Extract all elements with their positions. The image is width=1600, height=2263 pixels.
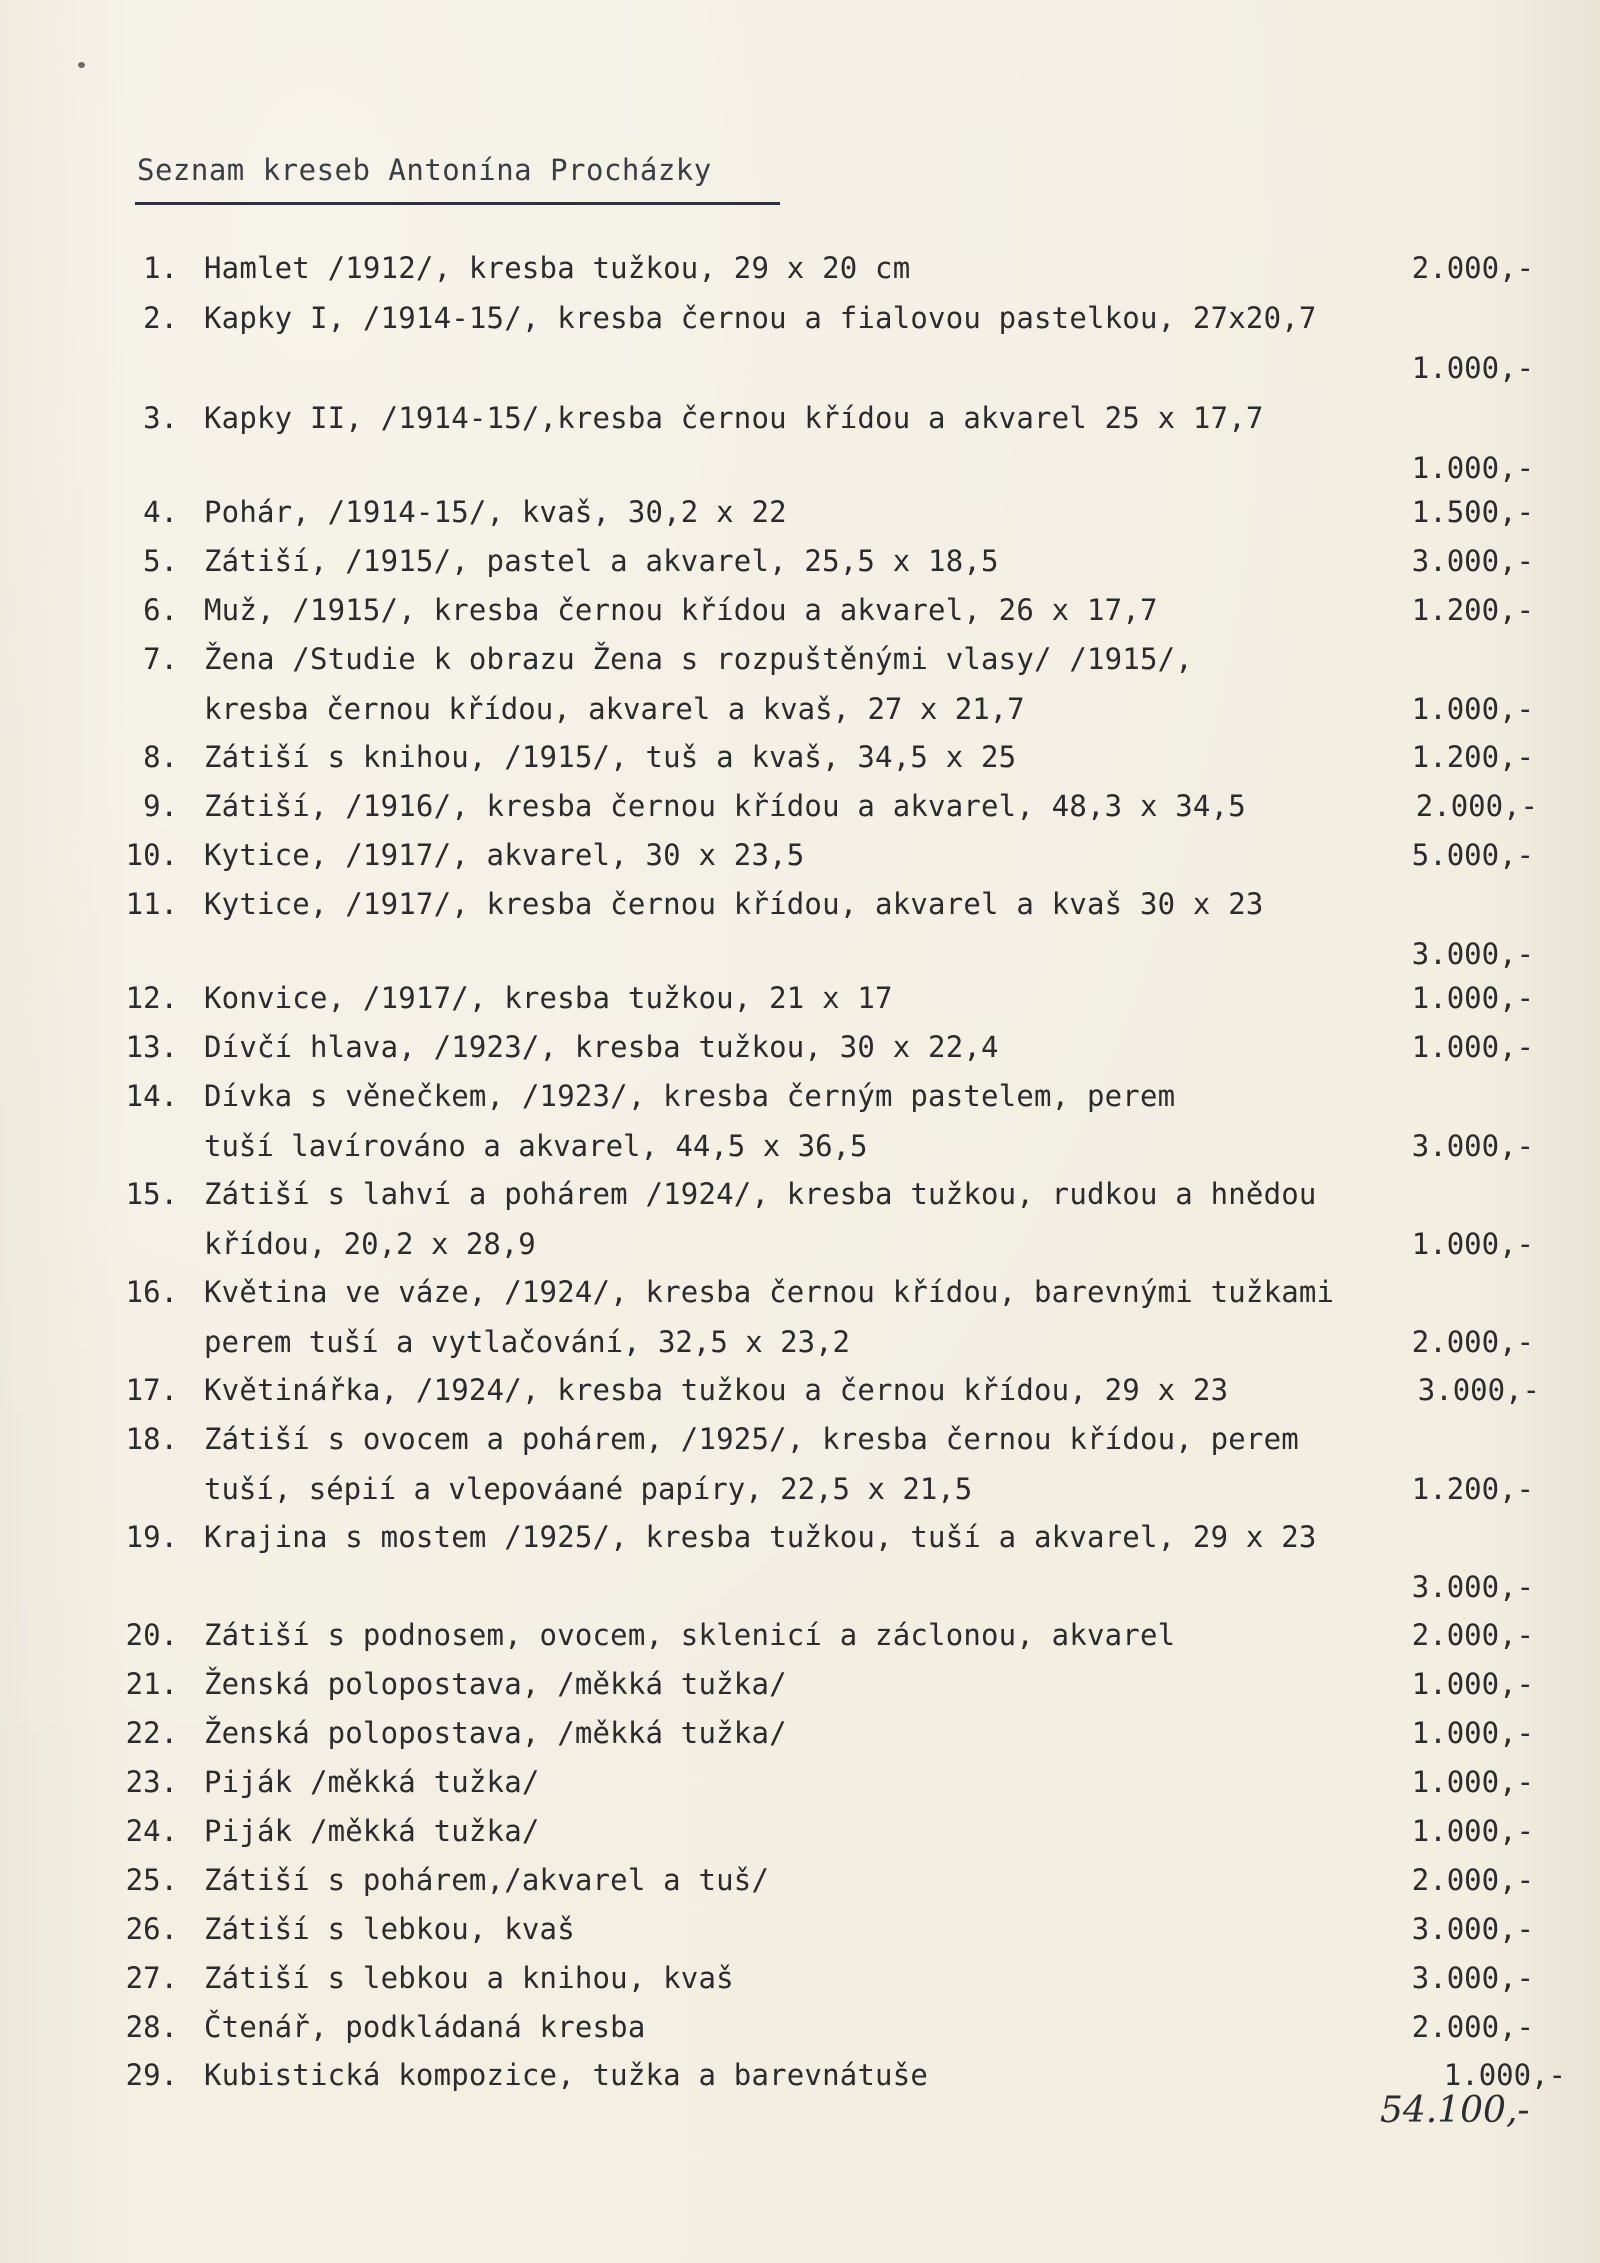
item-price: 1.000,- <box>1411 1765 1534 1799</box>
item-description: Zátiší s pohárem,/akvarel a tuš/ <box>204 1863 770 1897</box>
list-item <box>0 1713 1600 1753</box>
item-description: Ženská polopostava, /měkká tužka/ <box>204 1716 787 1750</box>
handwritten-total: 54.100,- <box>1380 2090 1530 2131</box>
item-description-continued: kresba černou křídou, akvarel a kvaš, 27 x 21,7 <box>204 692 1025 726</box>
item-number: 23. <box>125 1765 178 1799</box>
item-price: 1.200,- <box>1411 1472 1534 1506</box>
item-description: Piják /měkká tužka/ <box>204 1814 540 1848</box>
item-number: 22. <box>125 1716 178 1750</box>
item-price: 2.000,- <box>1411 1863 1534 1897</box>
item-number: 21. <box>125 1667 178 1701</box>
item-description: Dívčí hlava, /1923/, kresba tužkou, 30 x 22,4 <box>204 1030 999 1064</box>
item-price: 3.000,- <box>1417 1373 1540 1407</box>
item-price: 1.000,- <box>1411 451 1534 485</box>
item-number: 2. <box>143 301 178 335</box>
list-item <box>0 1811 1600 1851</box>
list-item <box>0 398 1600 485</box>
document-title: Seznam kreseb Antonína Procházky <box>137 153 712 187</box>
item-price: 1.000,- <box>1411 981 1534 1015</box>
item-number: 18. <box>125 1422 178 1456</box>
item-description: Zátiší s knihou, /1915/, tuš a kvaš, 34,5 x 25 <box>204 740 1017 774</box>
item-price: 1.000,- <box>1411 1814 1534 1848</box>
list-item <box>0 248 1600 288</box>
item-number: 8. <box>143 740 178 774</box>
item-price: 3.000,- <box>1411 1912 1534 1946</box>
item-number: 6. <box>143 593 178 627</box>
item-description: Zátiší s podnosem, ovocem, sklenicí a záclonou, akvarel <box>204 1618 1176 1652</box>
list-item <box>0 1272 1600 1359</box>
item-number: 17. <box>125 1373 178 1407</box>
item-description: Zátiší s lebkou a knihou, kvaš <box>204 1961 734 1995</box>
item-price: 1.500,- <box>1411 495 1534 529</box>
list-item <box>0 1517 1600 1604</box>
list-item <box>0 1027 1600 1067</box>
item-description: Kytice, /1917/, akvarel, 30 x 23,5 <box>204 838 805 872</box>
item-price: 1.000,- <box>1411 1227 1534 1261</box>
list-item <box>0 737 1600 777</box>
list-item <box>0 590 1600 630</box>
item-description: Květinářka, /1924/, kresba tužkou a černou křídou, 29 x 23 <box>204 1373 1229 1407</box>
list-item <box>0 1076 1600 1163</box>
item-description: Krajina s mostem /1925/, kresba tužkou, tuší a akvarel, 29 x 23 <box>204 1520 1317 1554</box>
title-underline <box>135 202 780 205</box>
item-description-continued: tuší, sépií a vlepováané papíry, 22,5 x 21,5 <box>204 1472 973 1506</box>
list-item <box>0 2007 1600 2047</box>
item-price: 2.000,- <box>1411 1325 1534 1359</box>
item-description-continued: tuší lavírováno a akvarel, 44,5 x 36,5 <box>204 1129 868 1163</box>
paper-speck <box>78 62 85 68</box>
item-number: 4. <box>143 495 178 529</box>
item-description: Ženská polopostava, /měkká tužka/ <box>204 1667 787 1701</box>
item-number: 19. <box>125 1520 178 1554</box>
item-number: 26. <box>125 1912 178 1946</box>
item-description: Hamlet /1912/, kresba tužkou, 29 x 20 cm <box>204 251 911 285</box>
item-description: Žena /Studie k obrazu Žena s rozpuštěnými vlasy/ /1915/, <box>204 642 1193 676</box>
item-description: Zátiší s lahví a pohárem /1924/, kresba tužkou, rudkou a hnědou <box>204 1177 1317 1211</box>
item-number: 20. <box>125 1618 178 1652</box>
item-description-continued: křídou, 20,2 x 28,9 <box>204 1227 536 1261</box>
item-price: 2.000,- <box>1411 251 1534 285</box>
item-number: 28. <box>125 2010 178 2044</box>
item-price: 1.000,- <box>1411 351 1534 385</box>
item-number: 5. <box>143 544 178 578</box>
item-description: Čtenář, podkládaná kresba <box>204 2010 646 2044</box>
item-price: 5.000,- <box>1411 838 1534 872</box>
item-price: 3.000,- <box>1411 937 1534 971</box>
item-number: 14. <box>125 1079 178 1113</box>
item-price: 3.000,- <box>1411 1961 1534 1995</box>
list-item <box>0 1370 1600 1410</box>
item-description: Konvice, /1917/, kresba tužkou, 21 x 17 <box>204 981 893 1015</box>
item-number: 27. <box>125 1961 178 1995</box>
item-description: Zátiší s lebkou, kvaš <box>204 1912 575 1946</box>
list-item <box>0 298 1600 385</box>
list-item <box>0 2055 1600 2095</box>
item-description: Květina ve váze, /1924/, kresba černou křídou, barevnými tužkami <box>204 1275 1335 1309</box>
item-number: 7. <box>143 642 178 676</box>
item-number: 16. <box>125 1275 178 1309</box>
list-item <box>0 1762 1600 1802</box>
list-item <box>0 1174 1600 1261</box>
item-description: Piják /měkká tužka/ <box>204 1765 540 1799</box>
item-number: 13. <box>125 1030 178 1064</box>
item-description: Kapky I, /1914-15/, kresba černou a fialovou pastelkou, 27x20,7 <box>204 301 1317 335</box>
item-description: Zátiší, /1915/, pastel a akvarel, 25,5 x 18,5 <box>204 544 999 578</box>
item-number: 11. <box>125 887 178 921</box>
item-price: 1.200,- <box>1411 740 1534 774</box>
list-item <box>0 978 1600 1018</box>
item-number: 24. <box>125 1814 178 1848</box>
item-number: 29. <box>125 2058 178 2092</box>
item-number: 10. <box>125 838 178 872</box>
item-description: Kubistická kompozice, tužka a barevnátuše <box>204 2058 929 2092</box>
list-item <box>0 1664 1600 1704</box>
item-number: 25. <box>125 1863 178 1897</box>
item-description: Zátiší s ovocem a pohárem, /1925/, kresba černou křídou, perem <box>204 1422 1299 1456</box>
item-price: 3.000,- <box>1411 544 1534 578</box>
list-item <box>0 1909 1600 1949</box>
list-item <box>0 786 1600 826</box>
item-number: 1. <box>143 251 178 285</box>
item-price: 1.000,- <box>1411 1667 1534 1701</box>
item-description: Kytice, /1917/, kresba černou křídou, akvarel a kvaš 30 x 23 <box>204 887 1264 921</box>
item-price: 2.000,- <box>1415 789 1538 823</box>
list-item <box>0 492 1600 532</box>
item-description: Muž, /1915/, kresba černou křídou a akvarel, 26 x 17,7 <box>204 593 1158 627</box>
list-item <box>0 1615 1600 1655</box>
item-number: 12. <box>125 981 178 1015</box>
item-description: Dívka s věnečkem, /1923/, kresba černým pastelem, perem <box>204 1079 1176 1113</box>
list-item <box>0 639 1600 726</box>
item-price: 1.000,- <box>1411 1030 1534 1064</box>
item-number: 9. <box>143 789 178 823</box>
list-item <box>0 1958 1600 1998</box>
item-description-continued: perem tuší a vytlačování, 32,5 x 23,2 <box>204 1325 851 1359</box>
item-price: 3.000,- <box>1411 1570 1534 1604</box>
item-price: 1.000,- <box>1411 692 1534 726</box>
item-price: 2.000,- <box>1411 2010 1534 2044</box>
item-description: Zátiší, /1916/, kresba černou křídou a akvarel, 48,3 x 34,5 <box>204 789 1246 823</box>
list-item <box>0 541 1600 581</box>
item-description: Pohár, /1914-15/, kvaš, 30,2 x 22 <box>204 495 787 529</box>
item-price: 3.000,- <box>1411 1129 1534 1163</box>
item-price: 1.000,- <box>1411 1716 1534 1750</box>
list-item <box>0 1860 1600 1900</box>
item-number: 15. <box>125 1177 178 1211</box>
list-item <box>0 884 1600 971</box>
item-description: Kapky II, /1914-15/,kresba černou křídou a akvarel 25 x 17,7 <box>204 401 1264 435</box>
list-item <box>0 1419 1600 1506</box>
list-item <box>0 835 1600 875</box>
item-price: 1.200,- <box>1411 593 1534 627</box>
item-number: 3. <box>143 401 178 435</box>
item-price: 1.000,- <box>1443 2058 1566 2092</box>
item-price: 2.000,- <box>1411 1618 1534 1652</box>
